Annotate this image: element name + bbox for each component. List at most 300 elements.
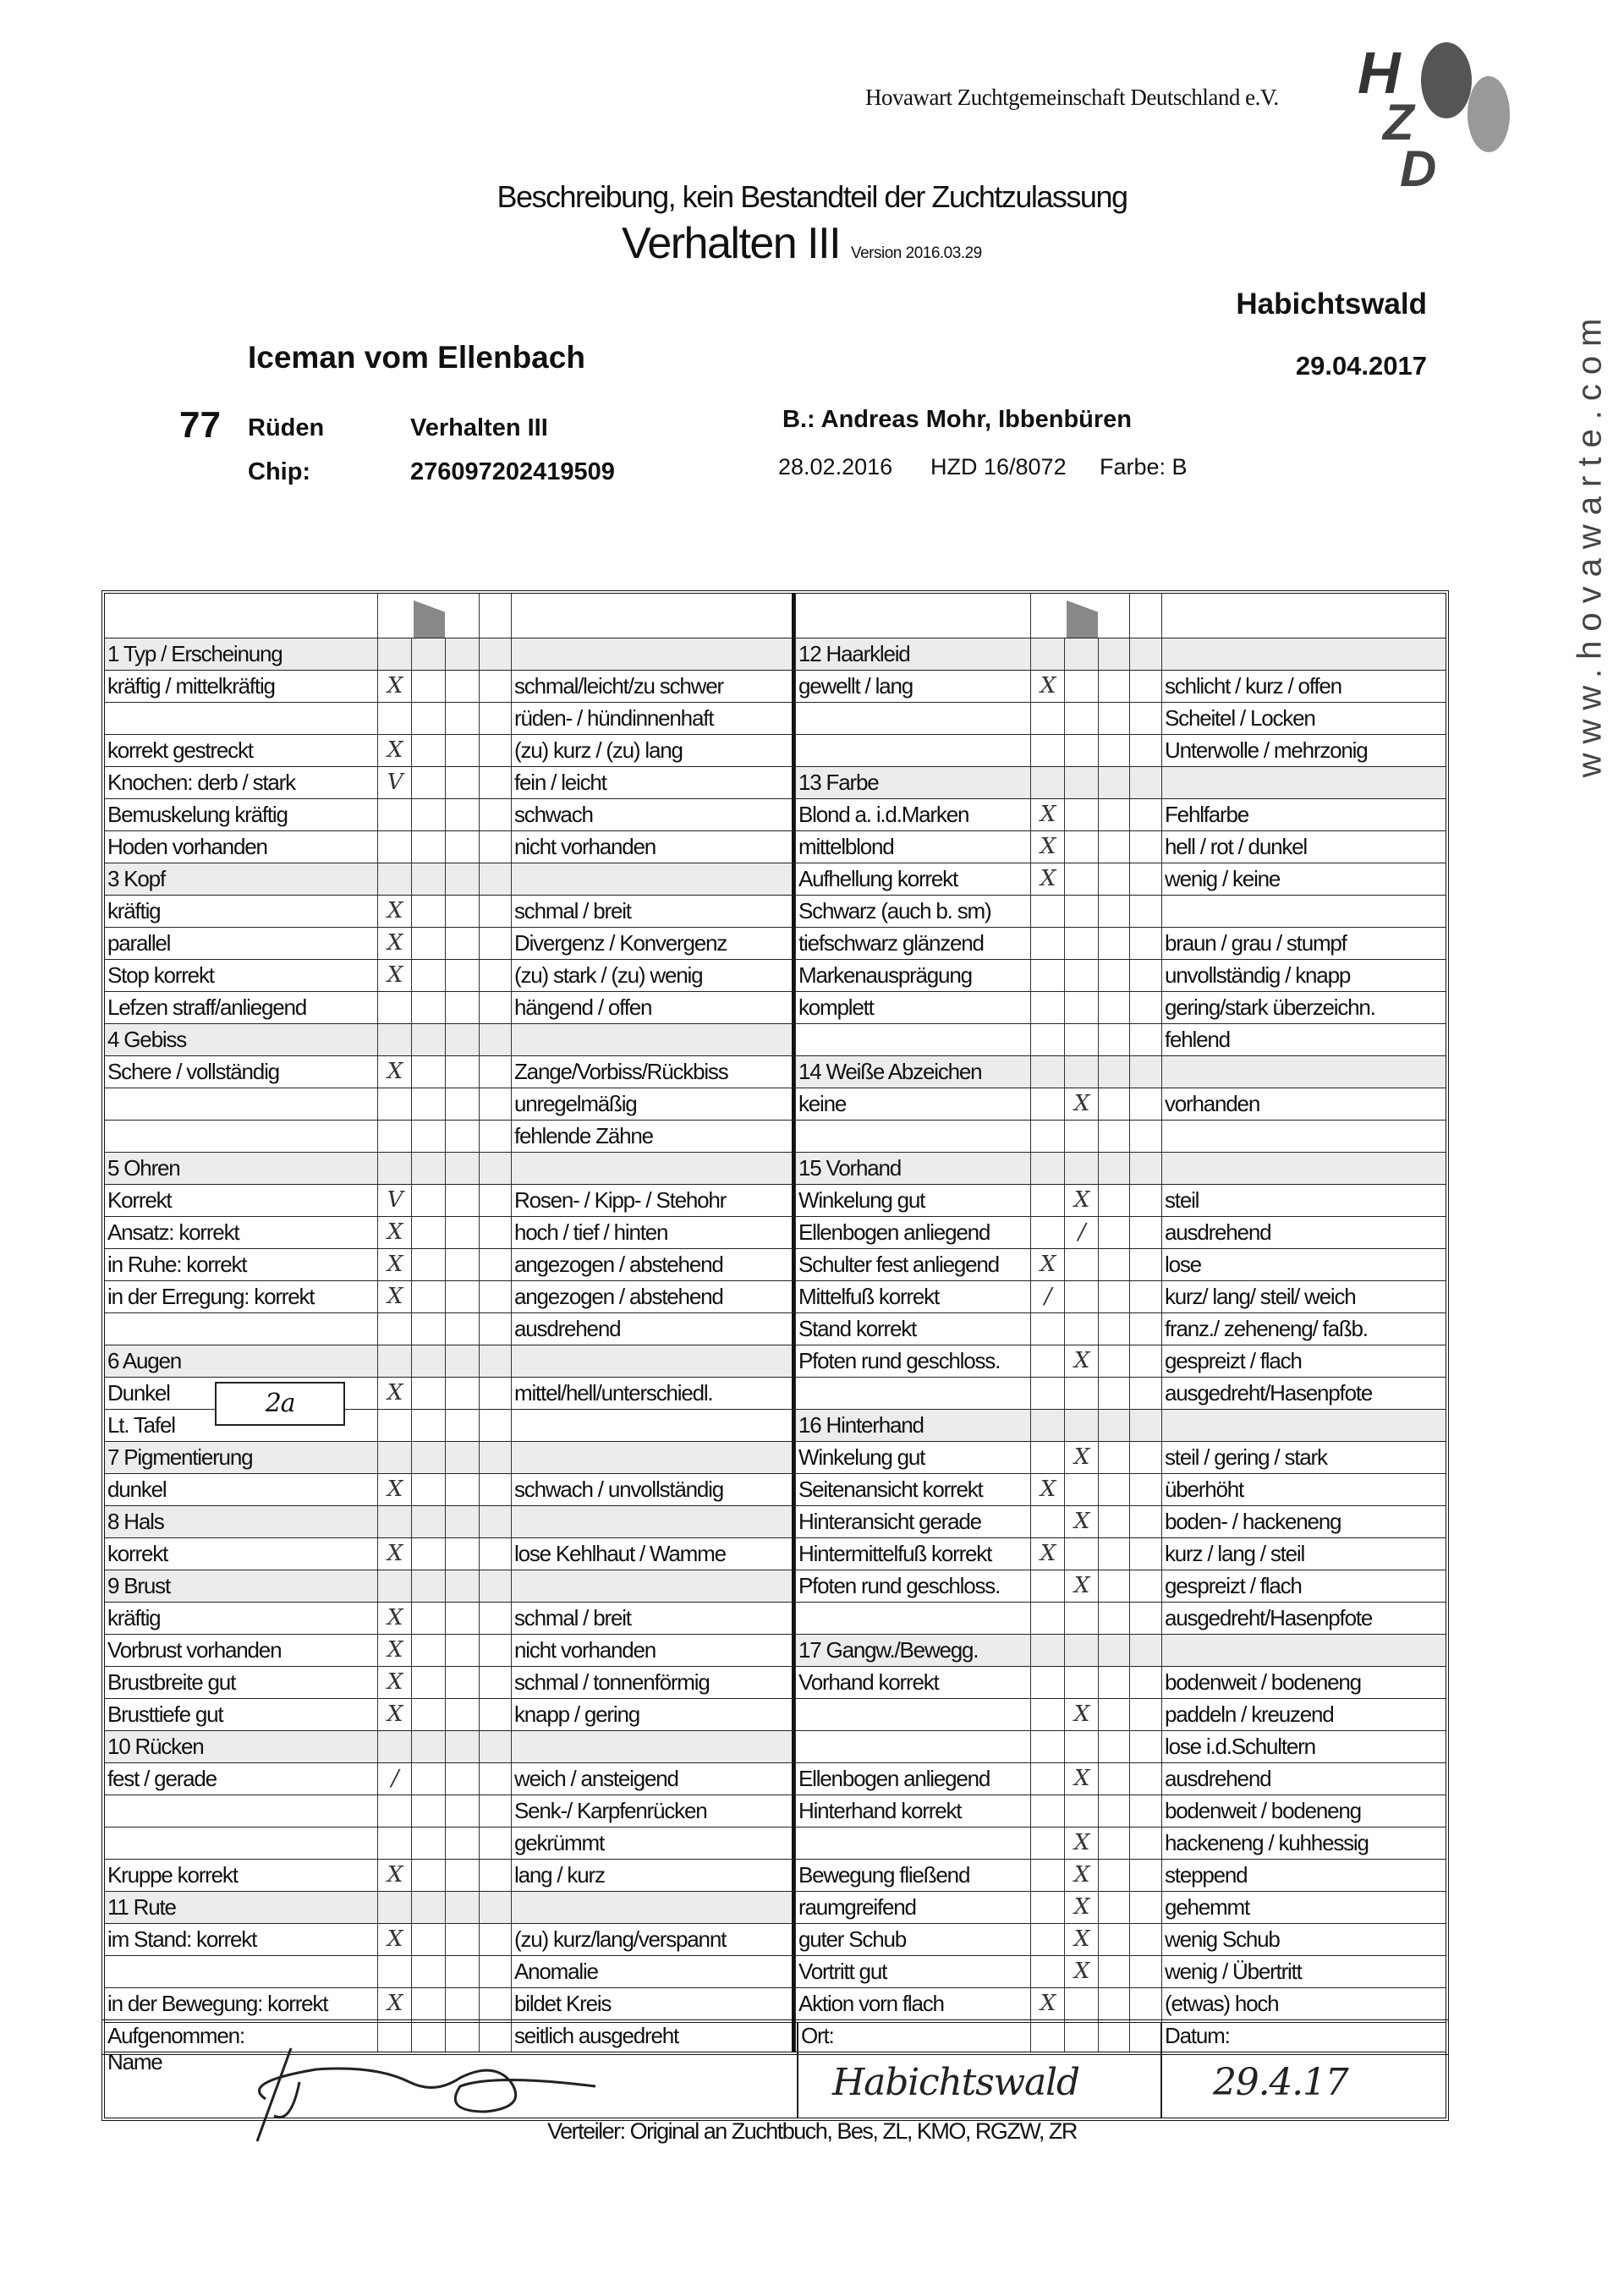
- fault-description: steil / gering / stark: [1161, 1442, 1446, 1473]
- fault-description: ausgedreht/Hasenpfote: [1161, 1378, 1446, 1409]
- check-cell: [1129, 1410, 1161, 1441]
- check-cell: [411, 1185, 445, 1216]
- check-cell: [411, 1603, 445, 1634]
- criterion-label: [105, 1827, 377, 1859]
- check-cell: [1030, 896, 1064, 927]
- check-cell: [479, 735, 511, 766]
- criterion-label: Schulter fest anliegend: [795, 1249, 1030, 1280]
- check-cell: [1030, 1699, 1064, 1730]
- check-cell: [377, 992, 411, 1023]
- criterion-label: keine: [795, 1088, 1030, 1120]
- table-row: [105, 1120, 1446, 1152]
- check-mark[interactable]: X: [1030, 1249, 1064, 1280]
- check-cell: [479, 1410, 511, 1441]
- fault-description: [511, 1442, 792, 1473]
- fault-description: [511, 1570, 792, 1602]
- check-cell: [1064, 735, 1098, 766]
- check-mark[interactable]: X: [377, 1860, 411, 1891]
- fault-description: lose: [1161, 1249, 1446, 1280]
- criterion-label: dunkel: [107, 1477, 167, 1502]
- criterion-label: Lt. Tafel: [107, 1412, 175, 1438]
- check-mark[interactable]: X: [1064, 1892, 1098, 1923]
- fault-description: Zange/Vorbiss/Rückbiss: [511, 1056, 792, 1088]
- check-cell: [1098, 896, 1129, 927]
- check-cell: [411, 799, 445, 830]
- criterion-label: [795, 1731, 1030, 1762]
- check-cell: [1129, 1313, 1161, 1345]
- section-heading: 1 Typ / Erscheinung: [105, 638, 377, 670]
- table-row: [105, 1441, 1446, 1473]
- check-mark[interactable]: X: [1064, 1956, 1098, 1987]
- fault-description: [511, 638, 792, 670]
- check-cell: [1129, 1988, 1161, 2019]
- check-mark[interactable]: X: [377, 1635, 411, 1666]
- check-cell: [1030, 1956, 1064, 1987]
- check-cell: [1098, 1795, 1129, 1827]
- check-cell: [1129, 863, 1161, 895]
- check-cell: [1064, 1795, 1098, 1827]
- check-cell: [411, 1345, 445, 1377]
- check-cell: [1064, 1056, 1098, 1088]
- check-cell: [1030, 960, 1064, 991]
- check-mark[interactable]: X: [1064, 1345, 1098, 1377]
- form-subtitle: Beschreibung, kein Bestandteil der Zuchtzulassung: [497, 179, 1127, 214]
- fault-description: hoch / tief / hinten: [511, 1217, 792, 1248]
- check-cell: [411, 1763, 445, 1795]
- check-cell: [1098, 767, 1129, 798]
- fault-description: [1161, 1635, 1446, 1666]
- fault-description: schlicht / kurz / offen: [1161, 671, 1446, 702]
- check-cell: [1129, 1088, 1161, 1120]
- check-cell: [377, 1506, 411, 1537]
- fault-description: unvollständig / knapp: [1161, 960, 1446, 991]
- check-cell: [445, 1378, 479, 1409]
- fault-description: schmal / breit: [511, 1603, 792, 1634]
- check-cell: [479, 1378, 511, 1409]
- check-cell: [479, 1506, 511, 1537]
- check-cell: [479, 767, 511, 798]
- check-cell: [445, 1024, 479, 1055]
- check-cell: [479, 1827, 511, 1859]
- fault-description: mittel/hell/unterschiedl.: [511, 1378, 792, 1409]
- check-cell: [1129, 1892, 1161, 1923]
- fault-description: wenig Schub: [1161, 1924, 1446, 1955]
- fault-description: knapp / gering: [511, 1699, 792, 1730]
- check-cell: [377, 1410, 411, 1441]
- fault-description: gehemmt: [1161, 1892, 1446, 1923]
- check-mark[interactable]: X: [377, 1667, 411, 1698]
- check-mark[interactable]: X: [1030, 1538, 1064, 1570]
- check-mark[interactable]: X: [377, 1699, 411, 1730]
- criterion-label: komplett: [795, 992, 1030, 1023]
- criterion-label: tiefschwarz glänzend: [795, 928, 1030, 959]
- fault-description: gespreizt / flach: [1161, 1570, 1446, 1602]
- check-mark[interactable]: X: [377, 1056, 411, 1088]
- criterion-label: Ansatz: korrekt: [107, 1219, 239, 1245]
- fault-description: [1161, 767, 1446, 798]
- check-cell: [1064, 1731, 1098, 1762]
- check-mark[interactable]: X: [1064, 1185, 1098, 1216]
- check-cell: [445, 1185, 479, 1216]
- criterion-label: [795, 703, 1030, 734]
- check-cell: [1030, 638, 1064, 670]
- fault-description: Unterwolle / mehrzonig: [1161, 735, 1446, 766]
- check-cell: [1129, 767, 1161, 798]
- scale-triangle-icon: [414, 600, 445, 638]
- check-cell: [411, 992, 445, 1023]
- table-row: [105, 702, 1446, 734]
- table-row: [105, 766, 1446, 798]
- check-cell: [445, 1121, 479, 1152]
- fault-description: boden- / hackeneng: [1161, 1506, 1446, 1537]
- check-mark[interactable]: X: [1064, 1827, 1098, 1859]
- check-cell: [377, 1892, 411, 1923]
- fault-description: gekrümmt: [511, 1827, 792, 1859]
- section-heading: 4 Gebiss: [105, 1024, 377, 1055]
- check-cell: [1030, 1570, 1064, 1602]
- fault-description: angezogen / abstehend: [511, 1281, 792, 1312]
- check-cell: [445, 1699, 479, 1730]
- table-row: [105, 1923, 1446, 1955]
- check-cell: [1098, 1603, 1129, 1634]
- criterion-label: Hinteransicht gerade: [795, 1506, 1030, 1537]
- fault-description: bodenweit / bodeneng: [1161, 1667, 1446, 1698]
- check-cell: [411, 1538, 445, 1570]
- table-row: [105, 1827, 1446, 1859]
- recorded-label: Aufgenommen:: [107, 2023, 244, 2048]
- criterion-label: Pfoten rund geschloss.: [795, 1345, 1030, 1377]
- table-row: [105, 1280, 1446, 1312]
- check-mark[interactable]: X: [1064, 1088, 1098, 1120]
- dog-sex: Rüden: [248, 414, 325, 441]
- check-cell: [1030, 1827, 1064, 1859]
- check-cell: [1064, 1121, 1098, 1152]
- check-cell: [1030, 1378, 1064, 1409]
- criterion-label: Korrekt: [107, 1187, 172, 1213]
- criterion-label: Hintermittelfuß korrekt: [795, 1538, 1030, 1570]
- criterion-label: [795, 1024, 1030, 1055]
- fault-description: fehlend: [1161, 1024, 1446, 1055]
- check-cell: [1129, 896, 1161, 927]
- check-cell: [1030, 1667, 1064, 1698]
- check-mark[interactable]: X: [377, 1217, 411, 1248]
- check-cell: [479, 1924, 511, 1955]
- check-mark[interactable]: X: [1064, 1570, 1098, 1602]
- check-cell: [1098, 1731, 1129, 1762]
- criterion-label: Ellenbogen anliegend: [795, 1763, 1030, 1795]
- check-mark[interactable]: X: [1030, 1988, 1064, 2019]
- check-mark[interactable]: X: [377, 1538, 411, 1570]
- criterion-label: [795, 1699, 1030, 1730]
- check-cell: [445, 1506, 479, 1537]
- check-cell: [1098, 863, 1129, 895]
- check-cell: [1064, 1538, 1098, 1570]
- criterion-label: guter Schub: [795, 1924, 1030, 1955]
- check-cell: [1030, 1024, 1064, 1055]
- check-cell: [1129, 1763, 1161, 1795]
- check-mark[interactable]: /: [1064, 1217, 1098, 1248]
- check-mark[interactable]: X: [377, 1603, 411, 1634]
- check-mark[interactable]: X: [377, 896, 411, 927]
- check-mark[interactable]: X: [1030, 799, 1064, 830]
- criterion-label: Knochen: derb / stark: [107, 770, 295, 795]
- section-heading: 11 Rute: [105, 1892, 377, 1923]
- check-cell: [1064, 1313, 1098, 1345]
- table-row: [105, 1698, 1446, 1730]
- check-cell: [377, 1024, 411, 1055]
- check-cell: [479, 1056, 511, 1088]
- table-row: [105, 1473, 1446, 1505]
- check-cell: [377, 1570, 411, 1602]
- check-cell: [1098, 1217, 1129, 1248]
- check-mark[interactable]: V: [377, 767, 411, 798]
- check-cell: [1129, 1956, 1161, 1987]
- check-cell: [445, 896, 479, 927]
- check-cell: [1064, 863, 1098, 895]
- check-cell: [479, 1763, 511, 1795]
- check-cell: [411, 671, 445, 702]
- check-mark[interactable]: /: [1030, 1281, 1064, 1312]
- fault-description: paddeln / kreuzend: [1161, 1699, 1446, 1730]
- check-cell: [479, 1024, 511, 1055]
- check-cell: [1129, 799, 1161, 830]
- studbook-number: HZD 16/8072: [930, 454, 1067, 479]
- table-row: [105, 1055, 1446, 1088]
- fault-description: lose i.d.Schultern: [1161, 1731, 1446, 1762]
- check-cell: [1098, 960, 1129, 991]
- recorded-cell: [105, 2023, 797, 2118]
- check-mark[interactable]: X: [377, 671, 411, 702]
- check-cell: [1098, 831, 1129, 863]
- check-cell: [445, 1249, 479, 1280]
- check-cell: [445, 1056, 479, 1088]
- check-cell: [445, 928, 479, 959]
- table-row: [105, 1762, 1446, 1795]
- chip-number: 276097202419509: [410, 458, 615, 485]
- fault-description: [1161, 1056, 1446, 1088]
- check-cell: [1098, 1281, 1129, 1312]
- distribution-note: Verteiler: Original an Zuchtbuch, Bes, ZL, KMO, RGZW, ZR: [547, 2118, 1077, 2144]
- check-cell: [1030, 1185, 1064, 1216]
- check-cell: [479, 703, 511, 734]
- check-cell: [1129, 1345, 1161, 1377]
- check-mark[interactable]: X: [377, 1988, 411, 2019]
- check-cell: [1129, 831, 1161, 863]
- check-mark[interactable]: X: [377, 1378, 411, 1409]
- fault-description: [511, 1024, 792, 1055]
- check-cell: [1030, 1763, 1064, 1795]
- table-row: [105, 1891, 1446, 1923]
- check-cell: [411, 1667, 445, 1698]
- check-cell: [1129, 638, 1161, 670]
- criterion-label: Dunkel 2a: [105, 1378, 377, 1409]
- check-mark[interactable]: X: [377, 1924, 411, 1955]
- table-row: [105, 1795, 1446, 1827]
- check-cell: [479, 1474, 511, 1505]
- check-cell: [479, 1860, 511, 1891]
- date-cell: [1160, 2023, 1446, 2118]
- criterion-label: in der Bewegung: korrekt: [107, 1991, 328, 2016]
- criterion-label: korrekt gestreckt: [107, 737, 253, 763]
- check-cell: [1129, 1924, 1161, 1955]
- fault-description: [1161, 1121, 1446, 1152]
- check-cell: [479, 1153, 511, 1184]
- fault-description: schmal / breit: [511, 896, 792, 927]
- check-cell: [377, 831, 411, 863]
- check-mark[interactable]: X: [1030, 863, 1064, 895]
- check-cell: [479, 960, 511, 991]
- check-cell: [1098, 1570, 1129, 1602]
- check-cell: [1098, 1121, 1129, 1152]
- check-cell: [479, 1442, 511, 1473]
- check-cell: [479, 1538, 511, 1570]
- check-mark[interactable]: X: [1064, 1699, 1098, 1730]
- criterion-label: [105, 1313, 377, 1345]
- check-cell: [1030, 1635, 1064, 1666]
- criterion-label: Lefzen straff/anliegend: [107, 995, 307, 1020]
- criterion-label: Schere / vollständig: [107, 1059, 279, 1084]
- check-cell: [479, 1795, 511, 1827]
- check-mark[interactable]: X: [1030, 1474, 1064, 1505]
- check-mark[interactable]: X: [377, 928, 411, 959]
- table-row: [105, 798, 1446, 830]
- criterion-label: Brusttiefe gut: [107, 1701, 223, 1727]
- organization-name: Hovawart Zuchtgemeinschaft Deutschland e.V.: [865, 85, 1279, 110]
- fault-description: kurz / lang / steil: [1161, 1538, 1446, 1570]
- criterion-label: Kruppe korrekt: [107, 1862, 238, 1888]
- fault-description: hell / rot / dunkel: [1161, 831, 1446, 863]
- check-mark[interactable]: X: [1064, 1924, 1098, 1955]
- check-cell: [1098, 1313, 1129, 1345]
- check-mark[interactable]: X: [377, 1281, 411, 1312]
- section-heading: 14 Weiße Abzeichen: [795, 1056, 1030, 1088]
- check-mark[interactable]: X: [1030, 671, 1064, 702]
- check-cell: [445, 1956, 479, 1987]
- table-row: [105, 895, 1446, 927]
- fault-description: wenig / keine: [1161, 863, 1446, 895]
- check-mark[interactable]: X: [377, 1474, 411, 1505]
- check-cell: [1030, 1795, 1064, 1827]
- fault-description: überhöht: [1161, 1474, 1446, 1505]
- check-cell: [1098, 1474, 1129, 1505]
- section-heading: 9 Brust: [105, 1570, 377, 1602]
- table-row: [105, 1570, 1446, 1602]
- check-mark[interactable]: X: [377, 960, 411, 991]
- check-cell: [411, 1249, 445, 1280]
- criterion-label: [795, 1378, 1030, 1409]
- check-cell: [1098, 1153, 1129, 1184]
- check-mark[interactable]: /: [377, 1763, 411, 1795]
- check-mark[interactable]: X: [377, 1249, 411, 1280]
- criterion-label: Aktion vorn flach: [795, 1988, 1030, 2019]
- check-cell: [1098, 1088, 1129, 1120]
- check-cell: [377, 863, 411, 895]
- check-cell: [1098, 1185, 1129, 1216]
- check-mark[interactable]: X: [1064, 1763, 1098, 1795]
- table-row: [105, 959, 1446, 991]
- check-cell: [1129, 1635, 1161, 1666]
- check-cell: [1064, 1988, 1098, 2019]
- check-mark[interactable]: X: [1064, 1860, 1098, 1891]
- check-cell: [1098, 1892, 1129, 1923]
- check-cell: [411, 1121, 445, 1152]
- check-cell: [1064, 799, 1098, 830]
- section-heading: 8 Hals: [105, 1506, 377, 1537]
- check-cell: [1129, 1795, 1161, 1827]
- check-mark[interactable]: X: [1064, 1442, 1098, 1473]
- catalog-number: 77: [179, 404, 221, 446]
- criterion-label: Bewegung fließend: [795, 1860, 1030, 1891]
- check-cell: [1030, 1121, 1064, 1152]
- check-cell: [411, 928, 445, 959]
- table-row: [105, 927, 1446, 959]
- check-cell: [1030, 703, 1064, 734]
- check-cell: [377, 1442, 411, 1473]
- check-cell: [445, 1217, 479, 1248]
- section-heading: 13 Farbe: [795, 767, 1030, 798]
- svg-text:H: H: [1358, 40, 1401, 106]
- criterion-label: Winkelung gut: [795, 1185, 1030, 1216]
- criterion-label: Blond a. i.d.Marken: [795, 799, 1030, 830]
- check-cell: [479, 1313, 511, 1345]
- check-cell: [445, 1603, 479, 1634]
- check-cell: [1064, 767, 1098, 798]
- criterion-label: [105, 1121, 377, 1152]
- check-mark[interactable]: X: [377, 735, 411, 766]
- fault-description: Rosen- / Kipp- / Stehohr: [511, 1185, 792, 1216]
- check-cell: [1129, 1056, 1161, 1088]
- chip-label: Chip:: [248, 458, 311, 485]
- check-cell: [479, 831, 511, 863]
- check-mark[interactable]: X: [1030, 831, 1064, 863]
- criterion-label: Mittelfuß korrekt: [795, 1281, 1030, 1312]
- check-cell: [377, 1795, 411, 1827]
- check-cell: [1064, 1281, 1098, 1312]
- fault-description: ausdrehend: [1161, 1763, 1446, 1795]
- criterion-label: Vorhand korrekt: [795, 1667, 1030, 1698]
- section-heading: 3 Kopf: [105, 863, 377, 895]
- check-cell: [479, 1988, 511, 2019]
- fault-description: [511, 1506, 792, 1537]
- check-cell: [445, 1538, 479, 1570]
- check-cell: [445, 1988, 479, 2019]
- svg-text:Z: Z: [1383, 94, 1414, 151]
- check-cell: [1064, 1378, 1098, 1409]
- check-cell: [377, 1313, 411, 1345]
- table-row: [105, 1859, 1446, 1891]
- check-cell: [479, 1667, 511, 1698]
- check-cell: [445, 1313, 479, 1345]
- check-cell: [1030, 992, 1064, 1023]
- check-cell: [1129, 1827, 1161, 1859]
- section-heading: 10 Rücken: [105, 1731, 377, 1762]
- criterion-label: Stand korrekt: [795, 1313, 1030, 1345]
- check-cell: [411, 1410, 445, 1441]
- fault-description: [1161, 896, 1446, 927]
- check-mark[interactable]: V: [377, 1185, 411, 1216]
- criterion-label: kräftig: [107, 898, 161, 923]
- section-heading: 6 Augen: [105, 1345, 377, 1377]
- fault-description: ausgedreht/Hasenpfote: [1161, 1603, 1446, 1634]
- criterion-label: Bemuskelung kräftig: [107, 802, 288, 827]
- check-cell: [411, 1442, 445, 1473]
- check-cell: [479, 799, 511, 830]
- table-row: [105, 1216, 1446, 1248]
- fault-description: schmal/leicht/zu schwer: [511, 671, 792, 702]
- check-cell: [445, 1795, 479, 1827]
- check-cell: [445, 671, 479, 702]
- check-mark[interactable]: X: [1064, 1506, 1098, 1537]
